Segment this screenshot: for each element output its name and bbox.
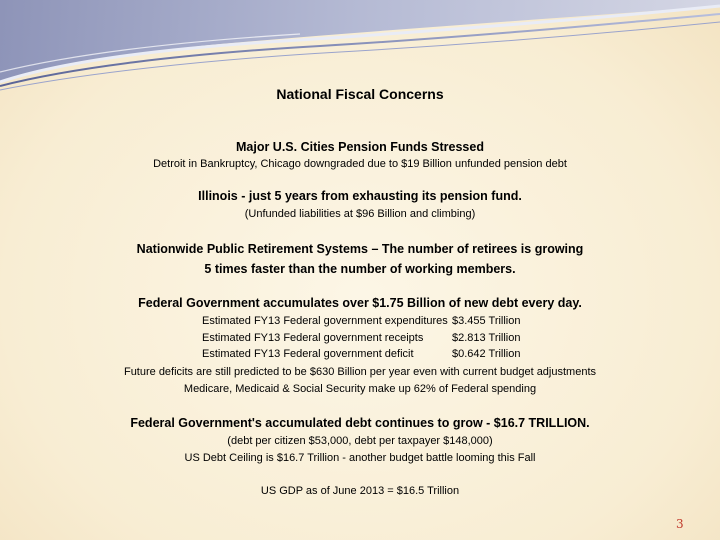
budget-table xyxy=(202,315,521,365)
budget-value: $0.642 Trillion xyxy=(452,348,521,360)
section-text-entitlements: Medicare, Medicaid & Social Security make up 62% of Federal spending xyxy=(183,383,537,395)
page-number: 3 xyxy=(676,517,684,531)
section-heading-illinois: Illinois - just 5 years from exhausting its pension fund. xyxy=(198,189,522,203)
section-heading-cities: Major U.S. Cities Pension Funds Stressed xyxy=(236,140,484,154)
section-text-illinois: (Unfunded liabilities at $96 Billion and climbing) xyxy=(244,208,476,220)
budget-row-deficit xyxy=(202,348,521,365)
budget-label: Estimated FY13 Federal government receipts xyxy=(202,331,424,344)
budget-label: Estimated FY13 Federal government expenditures xyxy=(202,315,448,327)
section-heading-federal-debt: Federal Government accumulates over $1.75 Billion of new debt every day. xyxy=(138,296,582,310)
slide-title: National Fiscal Concerns xyxy=(276,86,444,102)
section-text-debt-ceiling: US Debt Ceiling is $16.7 Trillion - another budget battle looming this Fall xyxy=(184,452,536,464)
budget-row-expenditures xyxy=(202,315,521,332)
section-text-cities: Detroit in Bankruptcy, Chicago downgraded due to $19 Billion unfunded pension debt xyxy=(153,158,567,170)
budget-label: Estimated FY13 Federal government deficit xyxy=(202,348,414,360)
budget-value: $2.813 Trillion xyxy=(452,331,521,344)
section-heading-accumulated-debt: Federal Government's accumulated debt continues to grow - $16.7 TRILLION. xyxy=(130,416,590,430)
section-text-debt-per-citizen: (debt per citizen $53,000, debt per taxpayer $148,000) xyxy=(227,435,493,447)
gdp-footer-text: US GDP as of June 2013 = $16.5 Trillion xyxy=(260,485,460,497)
budget-value: $3.455 Trillion xyxy=(452,315,521,327)
section-text-future-deficits: Future deficits are still predicted to be $630 Billion per year even with current budget adjustments xyxy=(123,366,597,378)
budget-row-receipts xyxy=(202,332,521,349)
section-heading-retirement-line2: 5 times faster than the number of working members. xyxy=(204,262,516,276)
section-heading-retirement-line1: Nationwide Public Retirement Systems – The number of retirees is growing xyxy=(136,242,584,256)
